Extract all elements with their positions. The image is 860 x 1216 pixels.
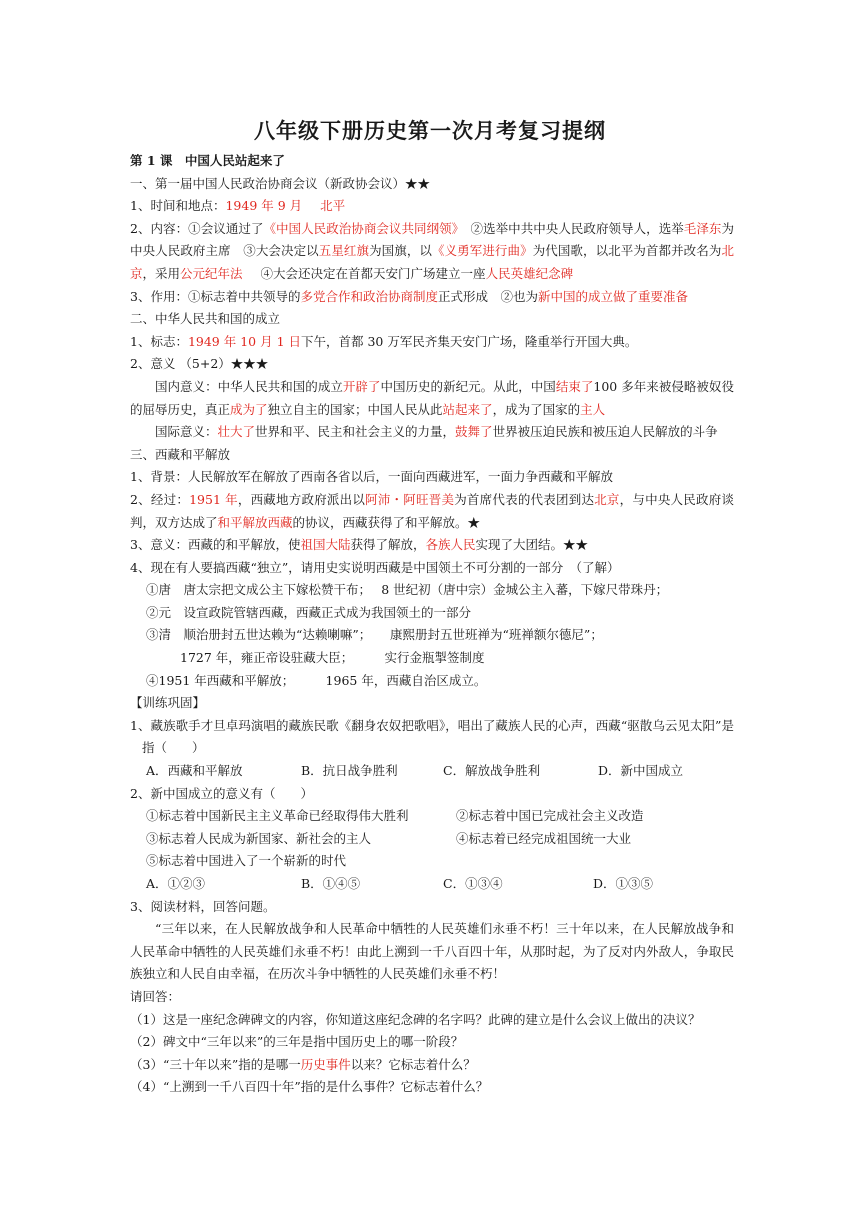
practice-question-2: 2、新中国成立的意义有（ ） <box>130 785 313 801</box>
practice-question-3: 3、阅读材料，回答问题。 <box>130 898 276 914</box>
effect-line: 3、作用：①标志着中共领导的多党合作和政治协商制度正式形成 ②也为新中国的成立做了重要准备 <box>130 288 689 304</box>
time-place-line: 1、时间和地点：1949 年 9 月 北平 <box>130 198 346 214</box>
option-b[interactable]: B．①④⑤ <box>301 876 361 891</box>
section-heading: 一、第一届中国人民政治协商会议（新政协会议）★★ <box>130 175 431 191</box>
q1-options <box>130 760 734 783</box>
option-c[interactable]: C．①③④ <box>443 876 503 891</box>
document-body <box>130 150 734 1099</box>
answer-prompt: 请回答： <box>130 988 181 1004</box>
list-item: ③标志着人民成为新国家、新社会的主人 <box>146 830 372 846</box>
reading-material: “三年以来，在人民解放战争和人民革命中牺牲的人民英雄们永垂不朽！三十年以来，在人民解放战争和人民革命中牺牲的人民英雄们永垂不朽！由此上溯到一千八百四十年，从那时起，为了反对内外敌人，争取民族独立和人民自由幸福，在历次斗争中牺牲的人民英雄们永垂不朽！ <box>130 921 734 982</box>
history-item-yuan: ②元 设宣政院管辖西藏，西藏正式成为我国领土的一部分 <box>146 604 472 620</box>
sub-question-2: （2）碑文中“三年以来”的三年是指中国历史上的哪一阶段？ <box>130 1034 464 1050</box>
history-item-modern: ④1951 年西藏和平解放； 1965 年，西藏自治区成立。 <box>146 672 487 688</box>
list-item: ①标志着中国新民主主义革命已经取得伟大胜利 <box>146 808 409 824</box>
option-d[interactable]: D．新中国成立 <box>598 763 684 779</box>
sub-question-3: （3）“三十年以来”指的是哪一历史事件以来？它标志着什么？ <box>130 1056 476 1072</box>
history-item-tang: ①唐 唐太宗把文成公主下嫁松赞干布； 8 世纪初（唐中宗）金城公主入蕃，下嫁尺带珠丹； <box>146 582 669 598</box>
practice-question-1: 1、藏族歌手才旦卓玛演唱的藏族民歌《翻身农奴把歌唱》，唱出了藏族人民的心声，西藏“驱散乌云见太阳”是指（ ） <box>130 717 734 756</box>
sub-question-1: （1）这是一座纪念碑碑文的内容，你知道这座纪念碑的名字吗？此碑的建立是什么会议上做出的决议？ <box>130 1011 701 1027</box>
list-item: ②标志着中国已完成社会主义改造 <box>456 808 644 824</box>
option-d[interactable]: D．①③⑤ <box>593 876 654 891</box>
meaning-heading: 2、意义 （5+2）★★★ <box>130 356 269 372</box>
list-item: ⑤标志着中国进入了一个崭新的时代 <box>146 853 347 869</box>
question-4: 4、现在有人要搞西藏“独立”，请用史实说明西藏是中国领土不可分割的一部分 （了解） <box>130 559 620 575</box>
section-heading: 二、中华人民共和国的成立 <box>130 311 281 327</box>
option-a[interactable]: A．西藏和平解放 <box>146 763 243 779</box>
history-item-qing: ③清 顺治册封五世达赖为“达赖喇嘛”； 康熙册封五世班禅为“班禅额尔德尼”； <box>146 627 603 643</box>
history-item-qing-cont: 1727 年，雍正帝设驻藏大臣； 实行金瓶掣签制度 <box>180 650 485 666</box>
sub-question-4: （4）“上溯到一千八百四十年”指的是什么事件？它标志着什么？ <box>130 1079 489 1095</box>
q2-items-row <box>130 828 734 851</box>
page-title: 八年级下册历史第一次月考复习提纲 <box>254 119 606 143</box>
content-paragraph: 2、内容：①会议通过了《中国人民政治协商会议共同纲领》 ②选举中共中央人民政府领导人，选举毛泽东为中央人民政府主席 ③大会决定以五星红旗为国旗，以《义勇军进行曲》为代国歌，以北平为首都并改名为北京，采用公元纪年法 ④大会还决定在首都天安门广场建立一座人民英雄纪念碑 <box>130 220 734 281</box>
process-paragraph: 2、经过：1951 年，西藏地方政府派出以阿沛・阿旺晋美为首席代表的代表团到达北京，与中央人民政府谈判，双方达成了和平解放西藏的协议，西藏获得了和平解放。★ <box>130 491 734 530</box>
mark-line: 1、标志：1949 年 10 月 1 日下午，首都 30 万军民齐集天安门广场，隆重举行开国大典。 <box>130 333 638 349</box>
lesson-heading: 第 1 课 中国人民站起来了 <box>130 153 285 168</box>
option-a[interactable]: A．①②③ <box>146 876 206 891</box>
practice-heading: 【训练巩固】 <box>130 695 206 711</box>
option-c[interactable]: C．解放战争胜利 <box>443 763 541 779</box>
list-item: ④标志着已经完成祖国统一大业 <box>456 830 632 846</box>
section-heading: 三、西藏和平解放 <box>130 446 231 462</box>
q2-options <box>130 873 734 896</box>
q2-items-row <box>130 805 734 828</box>
international-meaning: 国际意义：壮大了世界和平、民主和社会主义的力量，鼓舞了世界被压迫民族和被压迫人民解放的斗争 <box>155 424 718 440</box>
background-line: 1、背景：人民解放军在解放了西南各省以后，一面向西藏进军，一面力争西藏和平解放 <box>130 469 613 485</box>
meaning-line: 3、意义：西藏的和平解放，使祖国大陆获得了解放，各族人民实现了大团结。★★ <box>130 537 589 553</box>
domestic-meaning: 国内意义：中华人民共和国的成立开辟了中国历史的新纪元。从此，中国结束了100 多年来被侵略被奴役的屈辱历史，真正成为了独立自主的国家；中国人民从此站起来了，成为了国家的主人 <box>130 378 734 417</box>
option-b[interactable]: B．抗日战争胜利 <box>301 763 398 779</box>
